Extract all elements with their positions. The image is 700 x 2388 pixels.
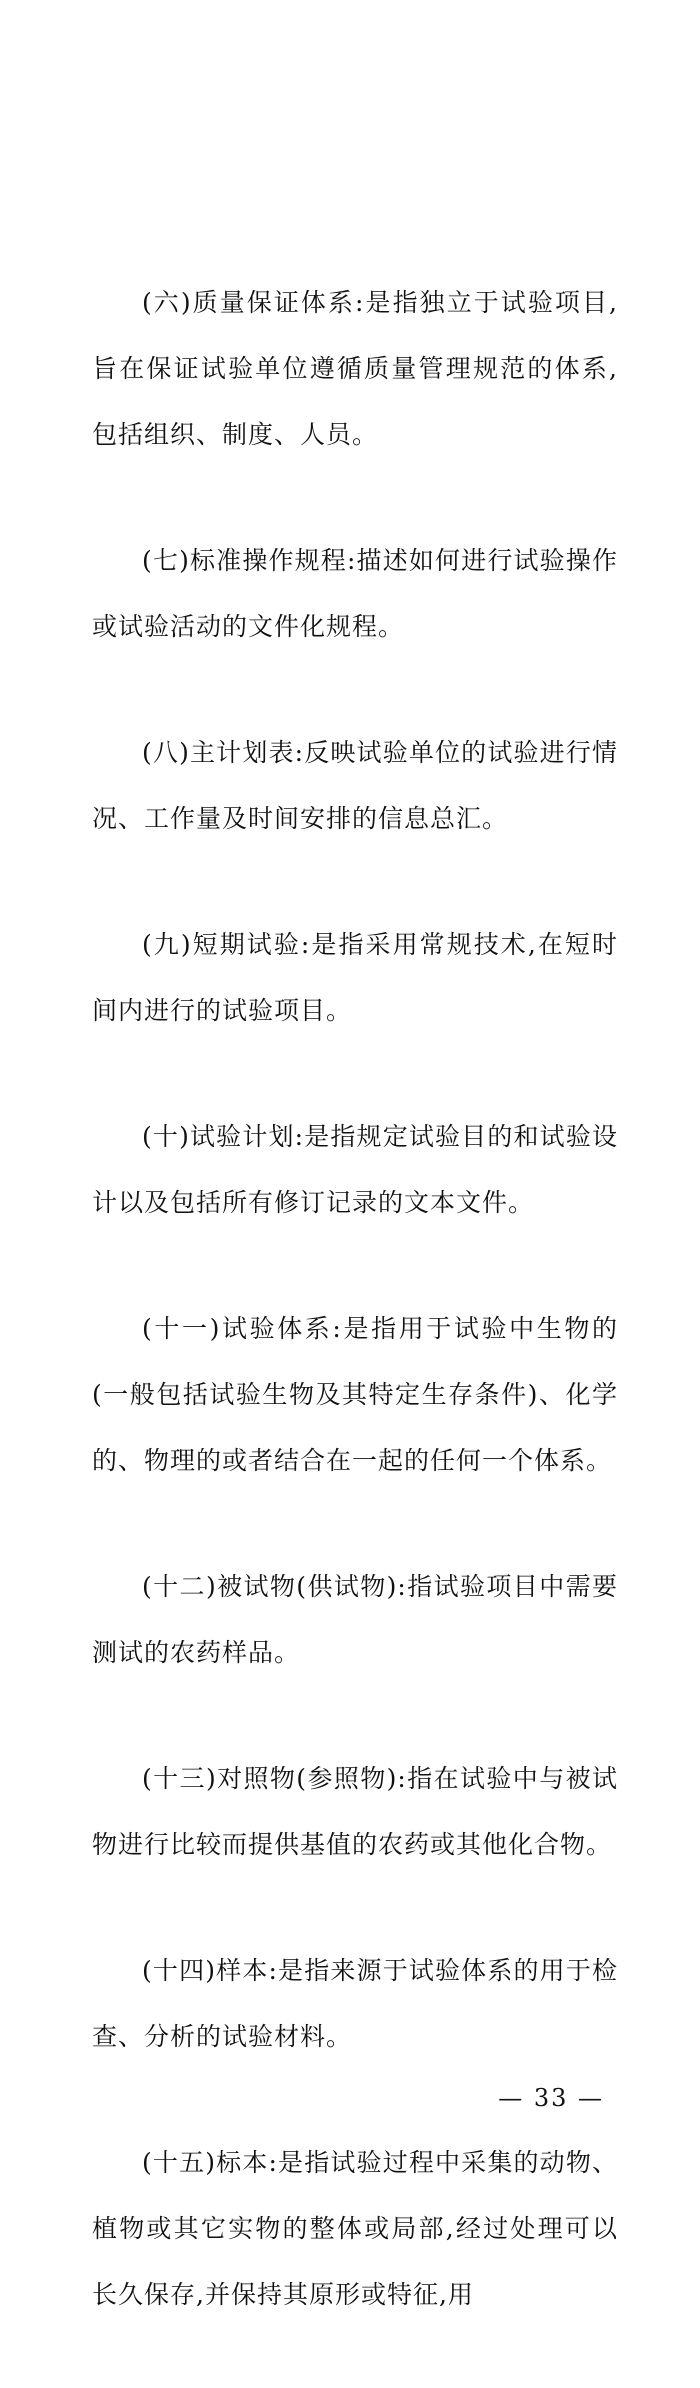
paragraph-master-schedule: (八)主计划表:反映试验单位的试验进行情况、工作量及时间安排的信息总汇。 <box>92 738 618 833</box>
body-text <box>92 270 618 2388</box>
paragraph-short-term-study: (九)短期试验:是指采用常规技术,在短时间内进行的试验项目。 <box>92 930 618 1025</box>
paragraph-sop: (七)标准操作规程:描述如何进行试验操作或试验活动的文件化规程。 <box>92 546 618 641</box>
paragraph-reference-item: (十三)对照物(参照物):指在试验中与被试物进行比较而提供基值的农药或其他化合物。 <box>92 1764 618 1859</box>
paragraph-test-item: (十二)被试物(供试物):指试验项目中需要测试的农药样品。 <box>92 1572 618 1667</box>
paragraph-test-system: (十一)试验体系:是指用于试验中生物的(一般包括试验生物及其特定生存条件)、化学的、物理的或者结合在一起的任何一个体系。 <box>92 1314 618 1475</box>
paragraph-study-plan: (十)试验计划:是指规定试验目的和试验设计以及包括所有修订记录的文本文件。 <box>92 1122 618 1217</box>
paragraph-sample: (十四)样本:是指来源于试验体系的用于检查、分析的试验材料。 <box>92 1956 618 2051</box>
page-number: — 33 — <box>498 2084 604 2112</box>
paragraph-quality-assurance: (六)质量保证体系:是指独立于试验项目,旨在保证试验单位遵循质量管理规范的体系,包括组织、制度、人员。 <box>92 288 618 449</box>
paragraph-specimen: (十五)标本:是指试验过程中采集的动物、植物或其它实物的整体或局部,经过处理可以长久保存,并保持其原形或特征,用 <box>92 2148 618 2309</box>
